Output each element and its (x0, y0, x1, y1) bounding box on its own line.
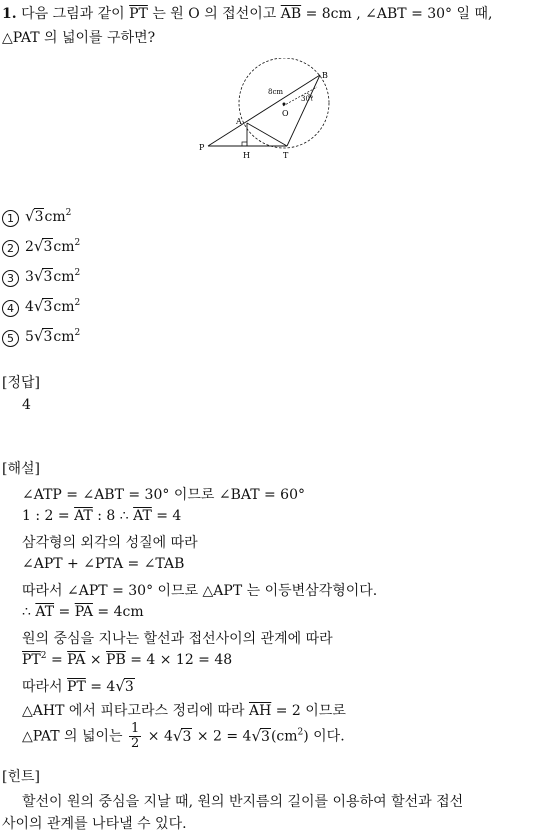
right-angle-mark (242, 142, 247, 146)
solution-line-3: 삼각형의 외각의 성질에 따라 (22, 535, 198, 551)
segment-pt: $\overline{PT}$ (129, 6, 148, 22)
question-number: 1. (2, 6, 17, 22)
solution-line-9: 따라서 $\overline{PT} = 4√3$ (22, 677, 134, 695)
label-length: 8cm (268, 88, 284, 96)
label-angle: 30° (301, 95, 314, 103)
choice-number: 2 (2, 240, 19, 257)
label-p: P (199, 143, 205, 152)
choice-2[interactable]: 2 $2√3cm^2$ (2, 237, 80, 257)
solution-line-2: 1 : $2 = \overline{AT}$ : 8 ∴ $\overline{AT} = 4$ (22, 508, 182, 524)
solution-line-7: 원의 중심을 지나는 할선과 접선사이의 관계에 따라 (22, 631, 333, 647)
hint-line-1: 할선이 원의 중심을 지날 때, 원의 반지름의 길이를 이용하여 할선과 접선 (22, 794, 464, 810)
answer-label: [정답] (2, 375, 40, 391)
solution-line-5: 따라서 ∠APT = 30° 이므로 △APT 는 이등변삼각형이다. (22, 583, 378, 599)
fraction-half: $\frac{1}{2}$ (131, 721, 140, 751)
solution-line-1: ∠ATP = ∠ABT = 30° 이므로 ∠BAT = 60° (22, 487, 305, 503)
choice-4[interactable]: 4 $4√3cm^2$ (2, 297, 80, 317)
solution-line-10: △AHT 에서 피타고라스 정리에 따라 $\overline{AH} = 2$ 이므로 (22, 703, 346, 719)
hint-line-2: 사이의 관계를 나타낼 수 있다. (2, 816, 187, 832)
label-h: H (243, 151, 250, 160)
question-line-2: △PAT 의 넓이를 구하면? (2, 30, 156, 46)
solution-line-11: △PAT 의 넓이는 $\frac{1}{2}$ × $4√3 \times 2 = 4√3(cm^2)$ 이다. (22, 721, 345, 751)
solution-line-8: $\overline{PT}^2 = \overline{PA} \times \overline{PB} = 4 \times 12 = 48$ (22, 651, 233, 668)
segment-at (247, 123, 287, 146)
choice-number: 5 (2, 330, 19, 347)
choice-5[interactable]: 5 $5√3cm^2$ (2, 327, 80, 347)
geometry-figure (195, 58, 340, 168)
center-point (283, 103, 286, 106)
segment-ab: $\overline{AB}$ (280, 6, 302, 22)
solution-line-6: ∴ $\overline{AT} = \overline{PA} = 4cm$ (22, 604, 144, 620)
answer-value: 4 (22, 397, 31, 413)
choice-1[interactable]: 1 $√3cm^2$ (2, 207, 71, 227)
choice-number: 3 (2, 270, 19, 287)
choice-number: 1 (2, 210, 19, 227)
label-a: A (236, 117, 242, 126)
label-b: B (322, 71, 328, 80)
solution-label: [해설] (2, 461, 40, 477)
hint-label: [힌트] (2, 769, 40, 785)
choice-number: 4 (2, 300, 19, 317)
label-t: T (283, 151, 289, 160)
question-line-1: 1. 다음 그림과 같이 $\overline{PT}$ 는 원 O 의 접선이고 $\overline{AB} = 8cm$ , ∠ABT = 30° 일 때, (2, 6, 493, 22)
choice-3[interactable]: 3 $3√3cm^2$ (2, 267, 80, 287)
label-o: O (282, 109, 289, 118)
solution-line-4: ∠APT + ∠PTA = ∠TAB (22, 556, 185, 572)
